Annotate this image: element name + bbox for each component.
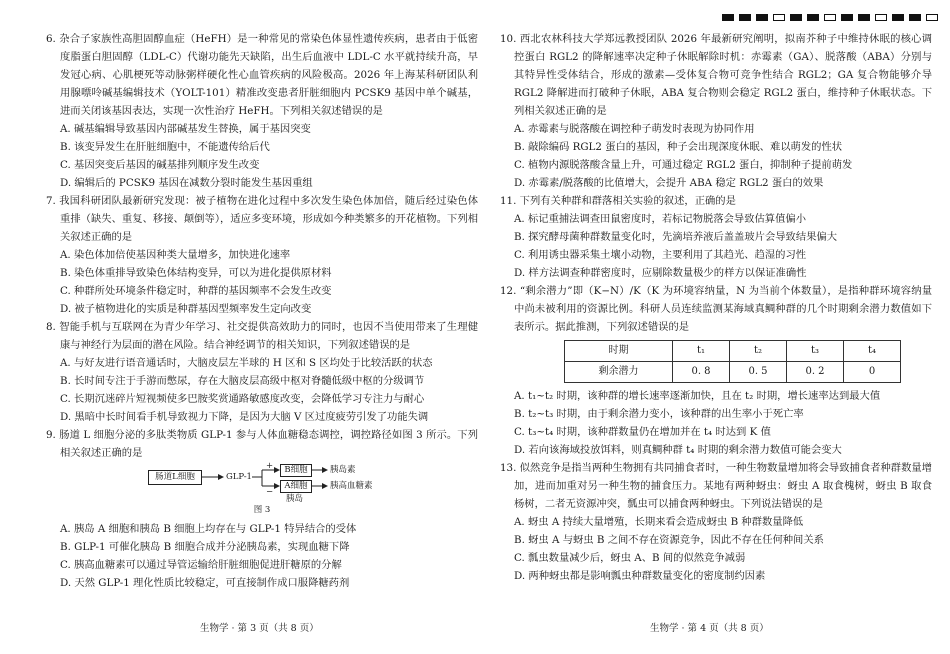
option-a: A. 碱基编辑导致基因内部碱基发生替换，属于基因突变	[60, 123, 311, 135]
header-marks	[722, 14, 938, 21]
question-9	[46, 426, 478, 592]
diagram-glucagon-label: 胰高血糖素	[330, 481, 373, 491]
question-stem: 9. 肠道 L 细胞分泌的多肽类物质 GLP-1 参与人体血糖稳态调控，调控路径如图 3 所示。下列相关叙述正确的是	[46, 429, 478, 459]
question-7	[46, 192, 478, 318]
option-b: B. 该变异发生在肝脏细胞中，不能遗传给后代	[60, 141, 270, 153]
outline-square-mark	[875, 14, 887, 21]
option-c: C. 植物内源脱落酸含量上升，可通过稳定 RGL2 蛋白，抑制种子提前萌发	[514, 159, 853, 171]
outline-square-mark	[926, 14, 938, 21]
option-d: D. 编辑后的 PCSK9 基因在减数分裂时能发生基因重组	[60, 177, 313, 189]
option-c: C. 利用诱虫器采集土壤小动物，主要利用了其趋光、趋湿的习性	[514, 249, 807, 261]
outline-square-mark	[773, 14, 785, 21]
option-d: D. 样方法调查种群密度时，应剔除数量极少的样方以保证准确性	[514, 267, 807, 279]
filled-square-mark	[790, 14, 802, 21]
diagram-islet-label: 胰岛	[286, 494, 304, 504]
table-cell: t₂	[730, 341, 787, 362]
diagram-insulin-label: 胰岛素	[330, 465, 356, 475]
page-footer-right: 生物学 · 第 4 页（共 8 页）	[650, 623, 769, 634]
option-c: C. 基因突变后基因的碱基排列顺序发生改变	[60, 159, 260, 171]
option-b: B. 蚜虫 A 与蚜虫 B 之间不存在资源竞争，因此不存在任何种间关系	[514, 534, 824, 546]
question-stem: 8. 智能手机与互联网在为青少年学习、社交提供高效助力的同时，也因不当使用带来了生理健康与神经行为层面的潜在风险。结合神经调节的相关知识，下列叙述错误的是	[46, 321, 478, 351]
option-a: A. 胰岛 A 细胞和胰岛 B 细胞上均存在与 GLP-1 特异结合的受体	[60, 523, 357, 535]
option-a: A. 赤霉素与脱落酸在调控种子萌发时表现为协同作用	[514, 123, 755, 135]
remaining-potential-table	[564, 340, 901, 383]
option-d: D. 两种蚜虫都是影响瓢虫种群数量变化的密度制约因素	[514, 570, 766, 582]
option-c: C. 瓢虫数量减少后，蚜虫 A、B 间的似然竞争减弱	[514, 552, 746, 564]
option-a: A. 标记重捕法调查田鼠密度时，若标记物脱落会导致估算值偏小	[514, 213, 806, 225]
option-a: A. 与好友进行语音通话时，大脑皮层左半球的 H 区和 S 区均处于比较活跃的状态	[60, 357, 433, 369]
option-d: D. 黑暗中长时间看手机导致视力下降，是因为大脑 V 区过度疲劳引发了功能失调	[60, 411, 429, 423]
filled-square-mark	[722, 14, 734, 21]
filled-square-mark	[858, 14, 870, 21]
question-12	[500, 282, 932, 459]
filled-square-mark	[807, 14, 819, 21]
option-c: C. 胰高血糖素可以通过导管运输给肝脏细胞促进肝糖原的分解	[60, 559, 342, 571]
diagram-b-cell-box: B细胞	[280, 464, 312, 477]
diagram-arrows	[46, 464, 478, 504]
option-c: C. 种群所处环境条件稳定时，种群的基因频率不会发生改变	[60, 285, 332, 297]
option-a: A. t₁~t₂ 时期，该种群的增长速率逐渐加快，且在 t₂ 时期，增长速率达到最大值	[514, 390, 881, 402]
outline-square-mark	[824, 14, 836, 21]
question-stem: 10. 西北农林科技大学郑远教授团队 2026 年最新研究阐明，拟南芥种子中维持休眠的核心调控蛋白 RGL2 的降解速率决定种子休眠解除时机：赤霉素（GA）、脱落酸（ABA）分别与其特异性受体结合，形成的激素—受体复合物可竞争性结合 RGL2；GA 复合物能够介导 RGL2 降解进而打破种子休眠，ABA 复合物则会稳定 RGL2 蛋白，维持种子休眠状态。下列相关叙述正确的是	[500, 33, 932, 117]
option-c: C. 长期沉迷碎片短视频使多巴胺奖赏通路敏感度改变，会降低学习专注力与耐心	[60, 393, 425, 405]
option-a: A. 染色体加倍使基因种类大量增多，加快进化速率	[60, 249, 291, 261]
table-header-period: 时期	[565, 341, 673, 362]
question-stem: 6. 杂合子家族性高胆固醇血症（HeFH）是一种常见的常染色体显性遗传疾病，患者由于低密度脂蛋白胆固醇（LDL-C）代谢功能先天缺陷，出生后血液中 LDL-C 水平就持续升高，早发冠心病、心肌梗死等动脉粥样硬化性心血管疾病的风险极高。2026 年上海某科研团队利用腺嘌呤碱基编辑技术（YOLT-101）精准改变患者肝脏细胞内 PCSK9 基因中单个碱基，进而关闭该基因表达，实现一次性治疗 HeFH。下列相关叙述错误的是	[46, 33, 478, 117]
table-cell: t₄	[844, 341, 901, 362]
option-b: B. GLP-1 可催化胰岛 B 细胞合成并分泌胰岛素，实现血糖下降	[60, 541, 350, 553]
filled-square-mark	[841, 14, 853, 21]
question-10	[500, 30, 932, 192]
table-cell: t₃	[787, 341, 844, 362]
question-stem: 7. 我国科研团队最新研究发现：被子植物在进化过程中多次发生染色体加倍，随后经过染色体重排（缺失、重复、移接、颠倒等），适应多变环境，形成如今种类繁多的开花植物。下列相关叙述正确的是	[46, 195, 478, 243]
diagram-l-cell-box: 肠道L细胞	[148, 470, 202, 485]
table-cell: 0. 5	[730, 362, 787, 383]
option-d: D. 天然 GLP-1 理化性质比较稳定，可直接制作成口服降糖药剂	[60, 577, 350, 589]
option-b: B. 探究酵母菌种群数量变化时，先滴培养液后盖盖玻片会导致结果偏大	[514, 231, 838, 243]
page-footer-left: 生物学 · 第 3 页（共 8 页）	[200, 623, 319, 634]
option-d: D. 被子植物进化的实质是种群基因型频率发生定向改变	[60, 303, 312, 315]
table-cell: t₁	[673, 341, 730, 362]
filled-square-mark	[739, 14, 751, 21]
table-cell: 0	[844, 362, 901, 383]
filled-square-mark	[892, 14, 904, 21]
question-stem: 11. 下列有关种群和群落相关实验的叙述，正确的是	[500, 195, 736, 207]
question-11	[500, 192, 932, 282]
filled-square-mark	[756, 14, 768, 21]
question-13	[500, 459, 932, 585]
table-header-potential: 剩余潜力	[565, 362, 673, 383]
right-column	[500, 30, 932, 585]
diagram-plus-sign: +	[266, 461, 274, 471]
question-stem: 12. “剩余潜力”即（K−N）/K（K 为环境容纳量，N 为当前个体数量），是指种群环境容纳量中尚未被利用的资源比例。科研人员连续监测某海域真鲷种群的几个时期剩余潜力数值如下表所示。据此推测，下列叙述错误的是	[500, 285, 932, 333]
figure-caption: 图 3	[253, 505, 271, 515]
question-stem: 13. 似然竞争是指当两种生物拥有共同捕食者时，一种生物数量增加将会导致捕食者种群数量增加，进而加重对另一种生物的捕食压力。某地有两种蚜虫：蚜虫 A 取食槐树，蚜虫 B 取食杨树，二者无资源冲突，瓢虫可以捕食两种蚜虫。下列说法错误的是	[500, 462, 932, 510]
diagram-glp1-label: GLP-1	[226, 472, 252, 482]
table-cell: 0. 8	[673, 362, 730, 383]
glp1-pathway-diagram	[46, 461, 478, 504]
filled-square-mark	[909, 14, 921, 21]
question-8	[46, 318, 478, 426]
option-a: A. 蚜虫 A 持续大量增殖，长期来看会造成蚜虫 B 种群数量降低	[514, 516, 804, 528]
table-cell: 0. 2	[787, 362, 844, 383]
option-b: B. 染色体重排导致染色体结构变异，可以为进化提供原材料	[60, 267, 332, 279]
option-d: D. 若向该海域投放饵料，则真鲷种群 t₄ 时期的剩余潜力数值可能会变大	[514, 444, 842, 456]
table-row	[565, 362, 901, 383]
option-d: D. 赤霉素/脱落酸的比值增大，会提升 ABA 稳定 RGL2 蛋白的效果	[514, 177, 824, 189]
left-column	[46, 30, 478, 592]
diagram-a-cell-box: A细胞	[280, 480, 312, 493]
question-6	[46, 30, 478, 192]
table-row	[565, 341, 901, 362]
diagram-minus-sign: −	[266, 487, 274, 497]
option-b: B. 长时间专注于手游而憋尿，存在大脑皮层高级中枢对脊髓低级中枢的分级调节	[60, 375, 425, 387]
option-b: B. t₂~t₃ 时期，由于剩余潜力变小，该种群的出生率小于死亡率	[514, 408, 804, 420]
option-b: B. 敲除编码 RGL2 蛋白的基因，种子会出现深度休眠、难以萌发的性状	[514, 141, 843, 153]
option-c: C. t₃~t₄ 时期，该种群数量仍在增加并在 t₄ 时达到 K 值	[514, 426, 771, 438]
